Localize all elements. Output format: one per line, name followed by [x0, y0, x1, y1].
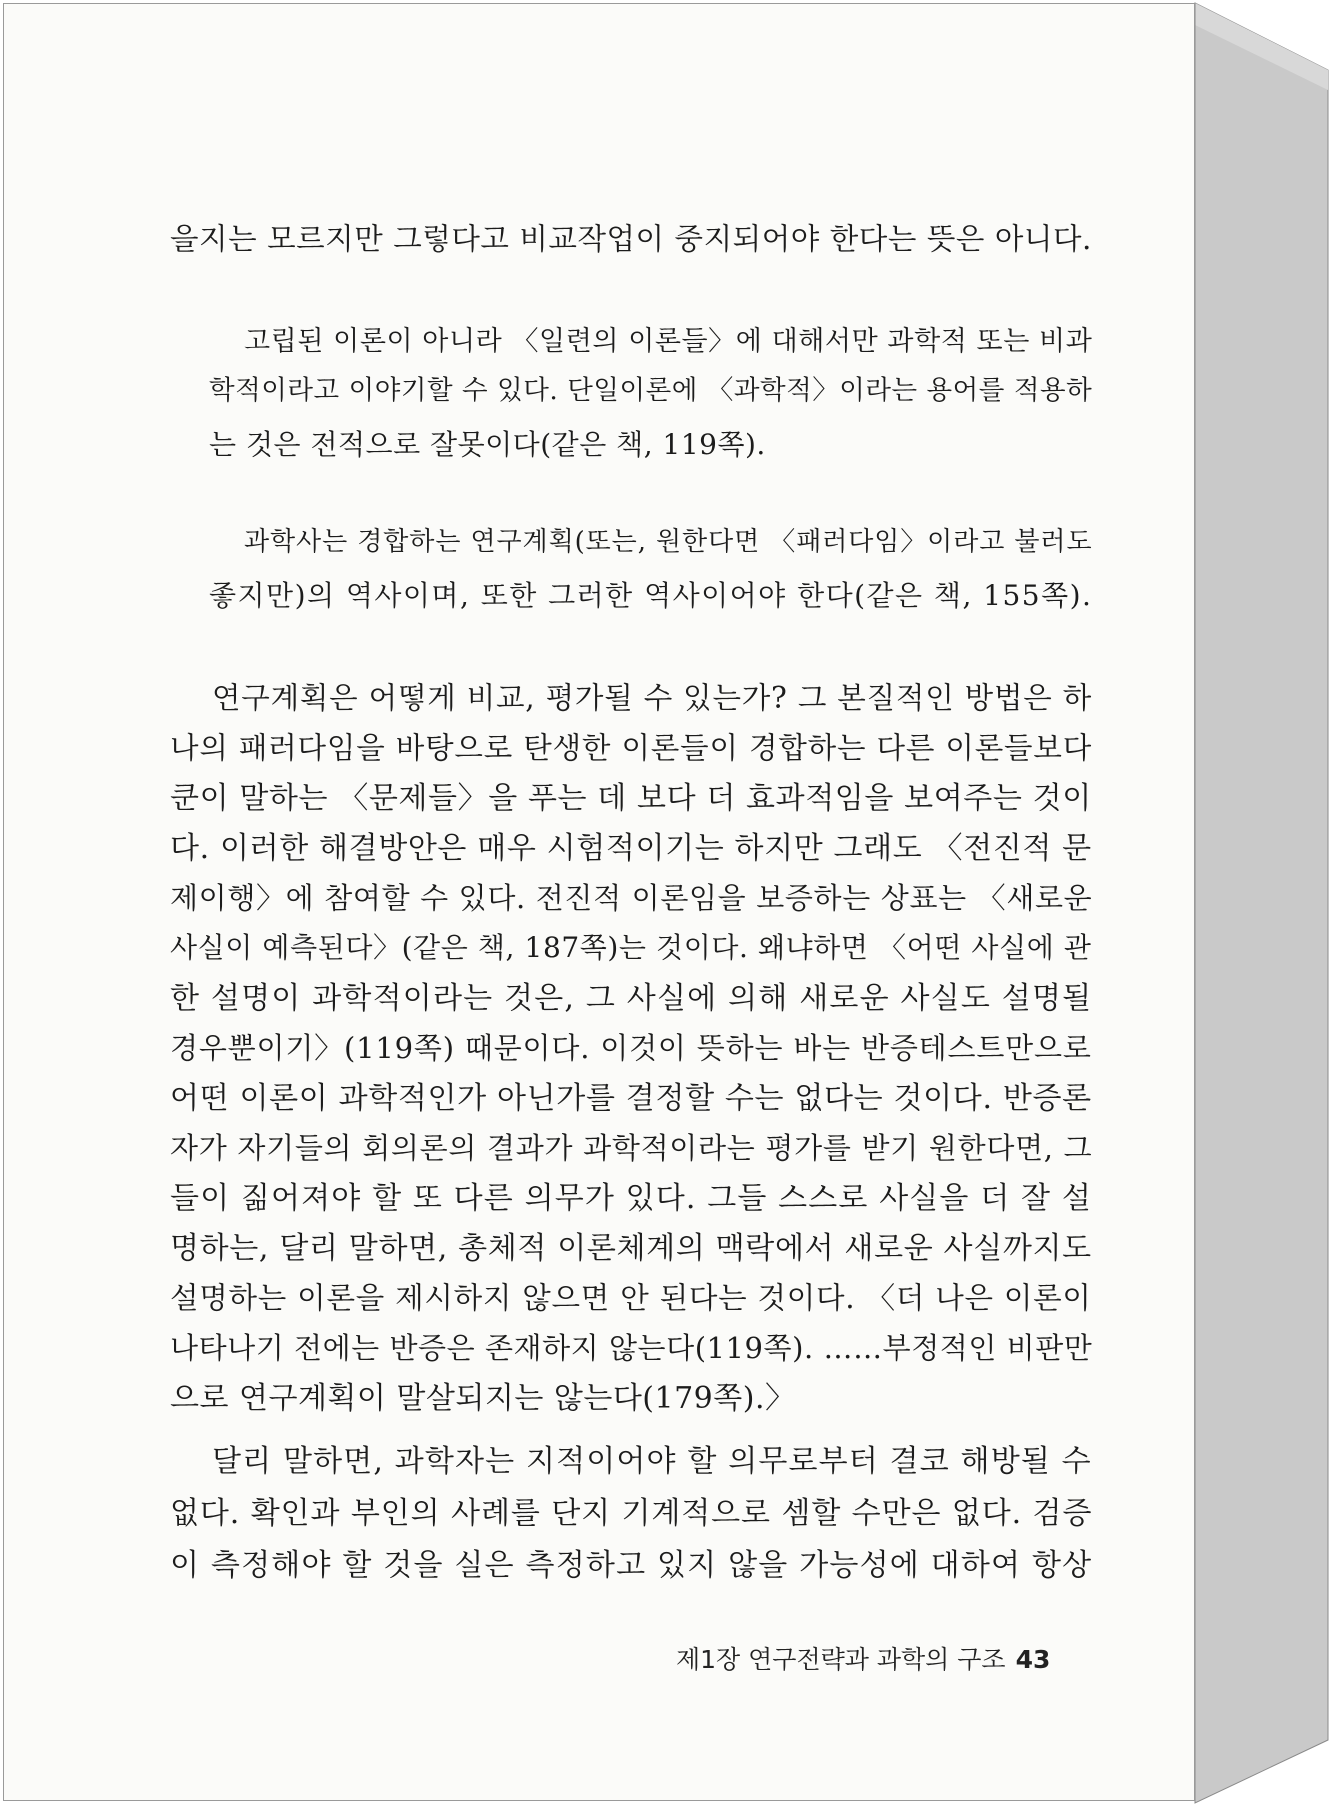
body-line: 연구계획은 어떻게 비교, 평가될 수 있는가? 그 본질적인 방법은 하	[212, 681, 1093, 715]
chapter-title: 제1장 연구전략과 과학의 구조	[676, 1645, 1006, 1674]
body-line: 사실이 예측된다〉(같은 책, 187쪽)는 것이다. 왜냐하면 〈어떤 사실에 관	[170, 931, 1092, 964]
page-footer	[676, 1640, 1050, 1676]
body-line: 달리 말하면, 과학자는 지적이어야 할 의무로부터 결코 해방될 수	[212, 1444, 1092, 1479]
body-line: 설명하는 이론을 제시하지 않으면 안 된다는 것이다. 〈더 나은 이론이	[170, 1281, 1092, 1315]
quote-line: 좋지만)의 역사이며, 또한 그러한 역사이어야 한다(같은 책, 155쪽).	[209, 579, 1093, 612]
quote-line: 학적이라고 이야기할 수 있다. 단일이론에 〈과학적〉이라는 용어를 적용하	[209, 375, 1093, 406]
body-line: 이 측정해야 할 것을 실은 측정하고 있지 않을 가능성에 대하여 항상	[170, 1548, 1093, 1583]
body-line: 으로 연구계획이 말살되지는 않는다(179쪽).〉	[170, 1381, 796, 1416]
page-text	[4, 4, 1196, 1802]
body-line: 한 설명이 과학적이라는 것은, 그 사실에 의해 새로운 사실도 설명될	[170, 981, 1093, 1016]
body-line: 없다. 확인과 부인의 사례를 단지 기계적으로 셈할 수만은 없다. 검증	[170, 1496, 1093, 1531]
body-line: 나타나기 전에는 반증은 존재하지 않는다(119쪽). ……부정적인 비판만	[170, 1331, 1093, 1365]
body-line: 제이행〉에 참여할 수 있다. 전진적 이론임을 보증하는 상표는 〈새로운	[170, 881, 1093, 915]
body-line: 들이 짊어져야 할 또 다른 의무가 있다. 그들 스스로 사실을 더 잘 설	[170, 1181, 1092, 1216]
body-line: 자가 자기들의 회의론의 결과가 과학적이라는 평가를 받기 원한다면, 그	[170, 1131, 1093, 1165]
page-number: 43	[1015, 1645, 1051, 1674]
quote-line: 고립된 이론이 아니라 〈일련의 이론들〉에 대해서만 과학적 또는 비과	[244, 326, 1093, 357]
quote-line: 는 것은 전적으로 잘못이다(같은 책, 119쪽).	[209, 428, 766, 461]
quote-line: 과학사는 경합하는 연구계획(또는, 원한다면 〈패러다임〉이라고 불러도	[244, 527, 1093, 557]
body-line: 나의 패러다임을 바탕으로 탄생한 이론들이 경합하는 다른 이론들보다	[170, 731, 1093, 765]
body-line: 경우뿐이기〉(119쪽) 때문이다. 이것이 뜻하는 바는 반증테스트만으로	[170, 1031, 1092, 1065]
body-line: 어떤 이론이 과학적인가 아닌가를 결정할 수는 없다는 것이다. 반증론	[170, 1081, 1092, 1116]
body-line: 다. 이러한 해결방안은 매우 시험적이기는 하지만 그래도 〈전진적 문	[170, 831, 1092, 866]
lead-line: 을지는 모르지만 그렇다고 비교작업이 중지되어야 한다는 뜻은 아니다.	[170, 222, 1092, 256]
body-line: 쿤이 말하는 〈문제들〉을 푸는 데 보다 더 효과적임을 보여주는 것이	[170, 781, 1092, 816]
book-page	[3, 3, 1195, 1801]
body-line: 명하는, 달리 말하면, 총체적 이론체계의 맥락에서 새로운 사실까지도	[170, 1231, 1092, 1266]
